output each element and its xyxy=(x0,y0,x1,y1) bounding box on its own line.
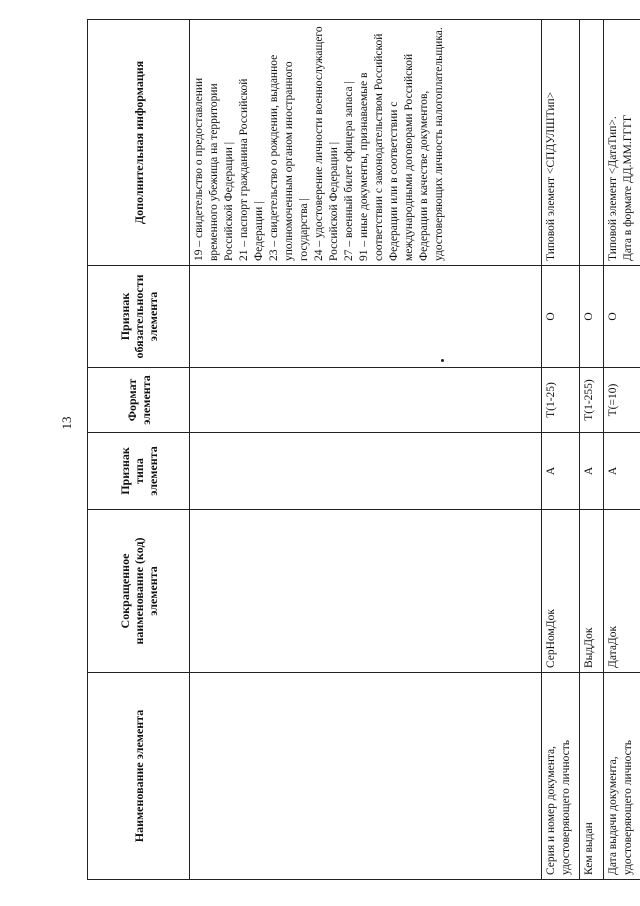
cell-code: ДатаДок xyxy=(603,510,640,673)
page-number: 13 xyxy=(59,416,74,430)
info-line: 27 – военный билет офицера запаса | xyxy=(343,81,355,261)
cell-type: А xyxy=(541,433,579,510)
table-row xyxy=(541,20,579,880)
cell-name: Дата выдачи документа, удостоверяющего личность xyxy=(603,673,640,880)
cell-name: Кем выдан xyxy=(579,673,603,880)
info-line: Типовой элемент <ДатаТип>. xyxy=(606,116,619,261)
cell-info xyxy=(603,20,640,266)
cell-required: О xyxy=(579,266,603,368)
header-element-format: Формат элемента xyxy=(88,368,190,433)
rotated-table-wrapper xyxy=(87,20,640,880)
info-line: 21 – паспорт гражданина Российской Федерации | xyxy=(238,78,265,261)
header-element-required: Признак обязательности элемента xyxy=(88,266,190,368)
header-element-name: Наименование элемента xyxy=(88,673,190,880)
cell-type xyxy=(190,433,542,510)
table-row xyxy=(190,20,542,880)
cell-format: Т(=10) xyxy=(603,368,640,433)
cell-code: СерНомДок xyxy=(541,510,579,673)
info-line: 23 – свидетельство о рождении, выданное уполномоченным органом иностранного государства | xyxy=(268,54,310,261)
cell-info xyxy=(579,20,603,266)
info-line: Дата в формате ДД.ММ.ГГГГ xyxy=(621,114,634,261)
elements-table xyxy=(87,19,640,880)
table-header-row xyxy=(88,20,190,880)
cell-info: Типовой элемент <СПДУЛШТип> xyxy=(541,20,579,266)
scan-speck xyxy=(441,359,444,362)
info-line: 19 – свидетельство о предоставлении временного убежища на территории Российской Федерации | xyxy=(193,77,235,261)
cell-required: О xyxy=(603,266,640,368)
cell-code: ВыдДок xyxy=(579,510,603,673)
cell-info xyxy=(190,20,542,266)
cell-required xyxy=(190,266,542,368)
cell-type: А xyxy=(603,433,640,510)
cell-code xyxy=(190,510,542,673)
header-element-type: Признак типа элемента xyxy=(88,433,190,510)
cell-required: О xyxy=(541,266,579,368)
cell-name xyxy=(190,673,542,880)
header-element-code: Сокращенное наименование (код) элемента xyxy=(88,510,190,673)
cell-type: А xyxy=(579,433,603,510)
cell-name: Серия и номер документа, удостоверяющего личность xyxy=(541,673,579,880)
header-additional-info: Дополнительная информация xyxy=(88,20,190,266)
cell-format: Т(1-255) xyxy=(579,368,603,433)
cell-format xyxy=(190,368,542,433)
info-line: 91 – иные документы, признаваемые в соответствии с законодательством Российской Федерации или в соответствии с международными договорами Российской Федерации в качестве документов, удостоверяющих личность налогоплательщика. xyxy=(358,27,445,261)
info-line: 24 – удостоверение личности военнослужащего Российской Федерации | xyxy=(313,26,340,261)
cell-format: Т(1-25) xyxy=(541,368,579,433)
table-row xyxy=(579,20,603,880)
table-row xyxy=(603,20,640,880)
